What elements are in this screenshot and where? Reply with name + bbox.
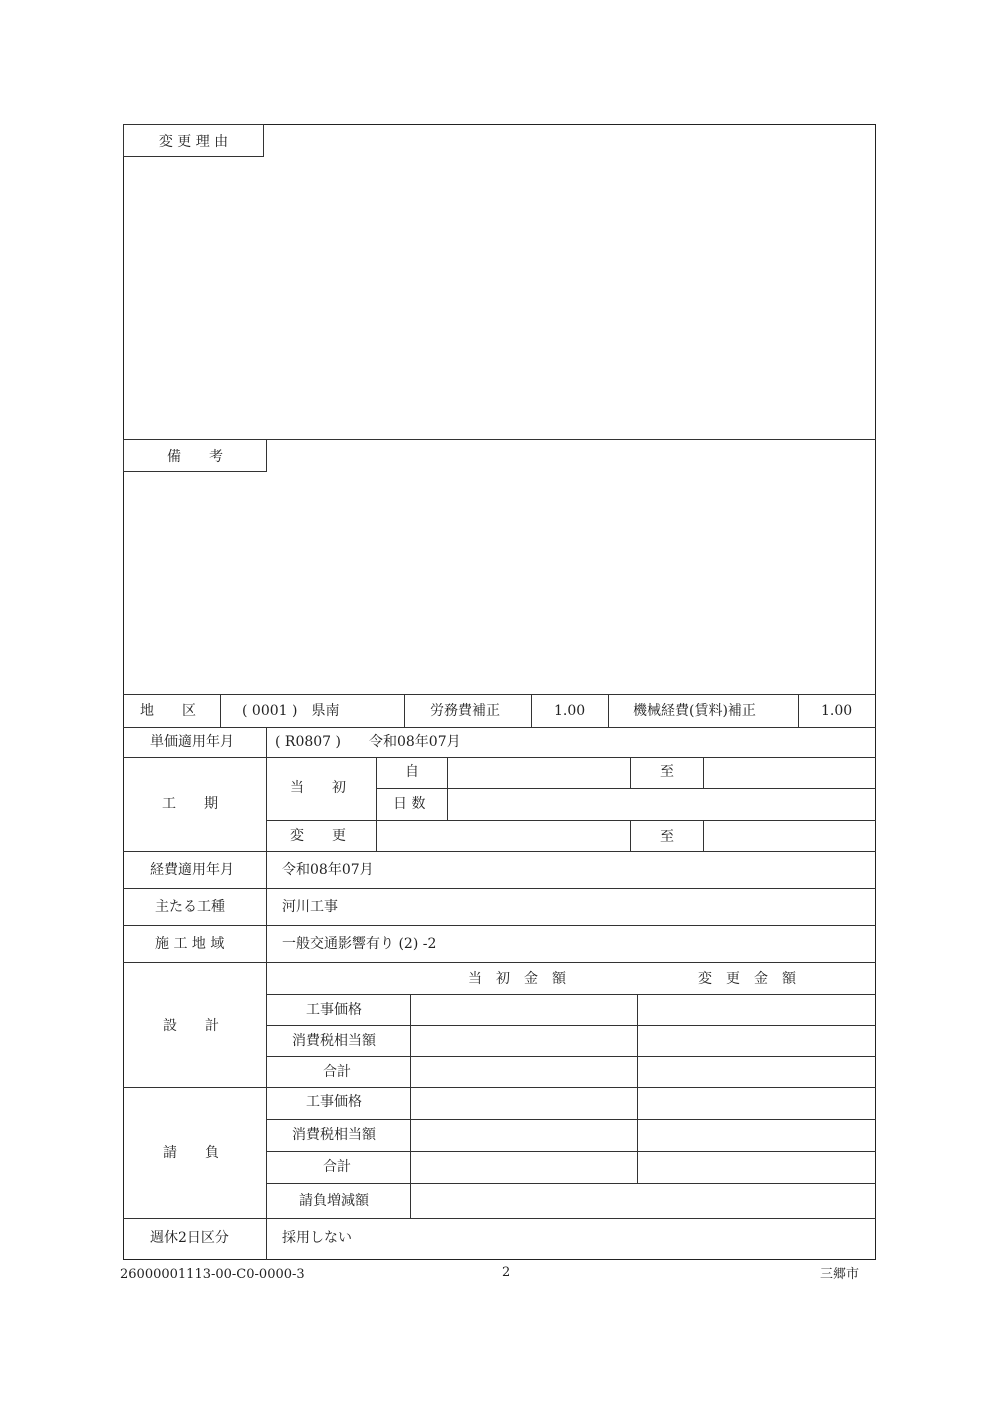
divider [266, 820, 876, 821]
divider [703, 820, 704, 851]
divider [123, 851, 876, 852]
divider [123, 727, 876, 728]
area-label: 施 工 地 域 [155, 936, 225, 952]
divider [447, 757, 448, 820]
contract-row: 工事価格 [306, 1094, 362, 1110]
area-value: 一般交通影響有り (2) -2 [282, 936, 437, 952]
divider [798, 694, 799, 727]
period-from-label: 自 [405, 764, 419, 780]
divider [123, 888, 876, 889]
divider [630, 820, 631, 851]
period-change-label: 変 更 [290, 828, 346, 844]
weekly-label: 週休2日区分 [150, 1230, 229, 1246]
design-label: 設 計 [163, 1018, 219, 1034]
divider [531, 694, 532, 727]
divider [608, 694, 609, 727]
change-reason-label: 変 更 理 由 [123, 124, 264, 157]
divider [123, 925, 876, 926]
divider [123, 1218, 876, 1219]
unit-price-label: 単価適用年月 [150, 734, 234, 750]
city-name: 三郷市 [820, 1267, 860, 1282]
divider [220, 694, 221, 727]
contract-row: 合計 [323, 1159, 351, 1175]
labor-correction-label: 労務費補正 [430, 703, 500, 719]
district-value: ( 0001 ) 県南 [242, 703, 340, 719]
page-number: 2 [502, 1265, 511, 1280]
machine-correction-label: 機械経費(賃料)補正 [633, 703, 756, 719]
contract-row: 消費税相当額 [292, 1127, 376, 1143]
divider [266, 1183, 876, 1184]
divider [376, 788, 876, 789]
design-row: 合計 [323, 1064, 351, 1080]
divider [123, 757, 876, 758]
contract-label: 請 負 [163, 1145, 219, 1161]
divider [637, 994, 638, 1183]
divider [266, 1056, 876, 1057]
weekly-value: 採用しない [282, 1230, 352, 1246]
doc-id: 26000001113-00-C0-0000-3 [120, 1267, 305, 1282]
divider [266, 994, 876, 995]
expense-value: 令和08年07月 [282, 862, 374, 878]
main-work-label: 主たる工種 [155, 899, 225, 915]
divider [266, 1151, 876, 1152]
expense-label: 経費適用年月 [150, 862, 234, 878]
divider [404, 694, 405, 727]
period-label: 工 期 [162, 796, 218, 812]
main-work-value: 河川工事 [282, 899, 338, 915]
design-row: 消費税相当額 [292, 1033, 376, 1049]
divider [376, 757, 377, 851]
divider [703, 757, 704, 788]
period-to-label: 至 [660, 764, 674, 780]
divider [266, 1119, 876, 1120]
machine-correction-value: 1.00 [821, 703, 853, 719]
labor-correction-value: 1.00 [554, 703, 586, 719]
period-days-label: 日 数 [393, 796, 426, 812]
period-change-to-label: 至 [660, 829, 674, 845]
unit-price-value: ( R0807 ) 令和08年07月 [275, 734, 461, 750]
divider [123, 694, 876, 695]
design-row: 工事価格 [306, 1002, 362, 1018]
design-col-initial: 当 初 金 額 [468, 971, 566, 987]
divider [266, 727, 267, 1260]
remarks-label: 備 考 [123, 439, 267, 472]
divider [123, 962, 876, 963]
divider [630, 757, 631, 788]
district-label: 地 区 [140, 703, 196, 719]
divider [410, 994, 411, 1218]
form-frame [123, 124, 876, 1260]
divider [266, 1025, 876, 1026]
design-col-change: 変 更 金 額 [698, 971, 796, 987]
divider [123, 1087, 876, 1088]
contract-increase-label: 請負増減額 [299, 1193, 369, 1209]
period-initial-label: 当 初 [290, 780, 346, 796]
